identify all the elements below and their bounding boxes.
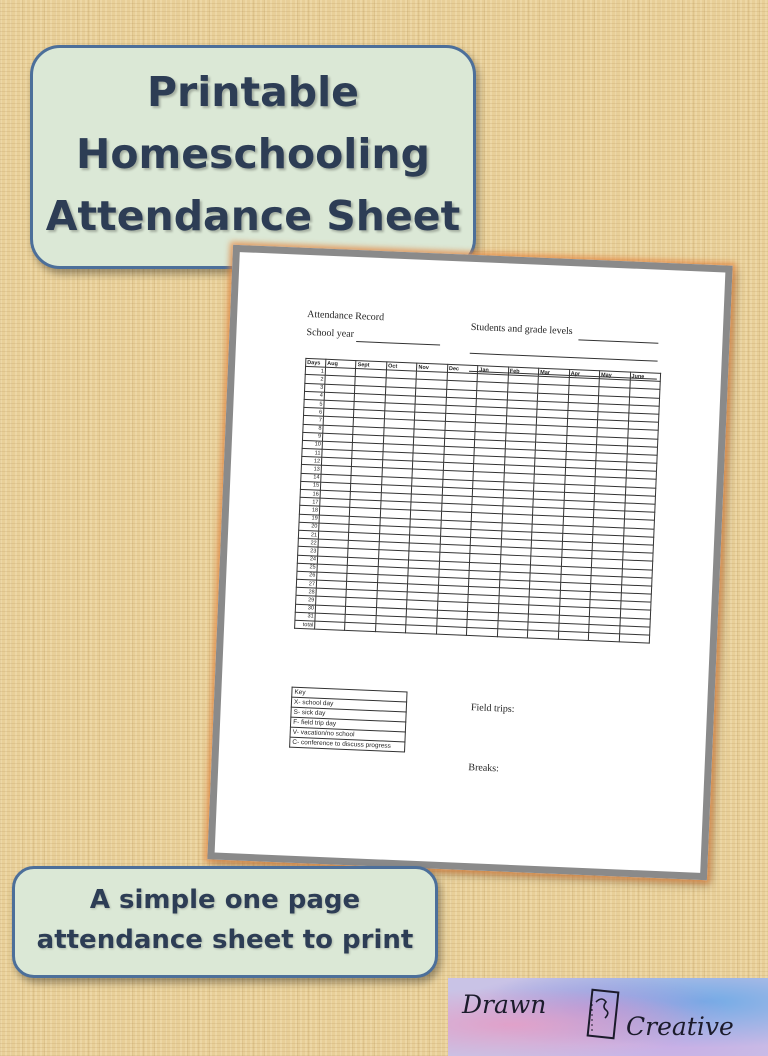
attendance-cell [619,634,650,643]
day-label: 4 [304,391,324,400]
table-body [295,367,661,644]
day-label: 3 [305,383,325,392]
month-header: Jan [478,366,509,375]
key-item: C- conference to discuss progress [290,737,405,752]
sketchbook-icon [586,988,620,1040]
logo-word-drawn: Drawn [462,990,547,1019]
day-label: 17 [300,498,320,507]
month-header: Nov [417,363,448,372]
key-item: F- field trip day [290,717,405,732]
students-label: Students and grade levels [470,321,573,338]
subtitle [37,880,414,960]
school-year-label: School year [306,326,355,340]
day-label: 19 [299,514,319,523]
day-label: 11 [302,448,322,457]
students-line-1 [578,339,658,343]
attendance-cell [528,630,559,639]
day-label: 16 [300,489,320,498]
day-label: 18 [299,506,319,515]
subtitle-banner [12,866,438,978]
day-label: 6 [304,408,324,417]
day-label: 2 [305,375,325,384]
sheet-paper [207,245,732,880]
month-header: Dec [447,364,478,373]
day-label: 5 [304,399,324,408]
day-label: 1 [305,367,325,376]
day-label: 28 [296,587,316,596]
attendance-cell [436,626,467,635]
month-header: Sept [356,361,387,370]
month-header: Oct [386,362,417,371]
attendance-cell [315,621,346,630]
drawn-creative-logo [448,978,768,1056]
month-header: Aug [326,359,357,368]
day-label: 29 [296,596,316,605]
day-label: 30 [295,604,315,613]
key-item: V- vacation/no school [290,727,405,742]
day-label: 15 [300,481,320,490]
attendance-cell [467,627,498,636]
day-label: 31 [295,612,315,621]
month-header: May [599,371,630,380]
days-header: Days [306,358,326,367]
attendance-cell [497,629,528,638]
field-trips-label: Field trips: [470,702,515,715]
month-header: Apr [569,369,600,378]
month-header: Mar [539,368,570,377]
day-label: 7 [303,416,323,425]
school-year-line [356,341,440,346]
subtitle-line-1: A simple one page [89,885,361,915]
day-label: 26 [297,571,317,580]
page-title [46,61,460,247]
attendance-cell [345,622,376,631]
day-label: total [295,620,315,629]
month-header: June [630,372,661,381]
title-line-1: Printable [146,68,359,116]
day-label: 13 [301,465,321,474]
day-label: 27 [296,579,316,588]
day-label: 10 [302,440,322,449]
day-label: 24 [297,555,317,564]
key-item: S- sick day [291,707,406,722]
title-banner [30,45,476,269]
attendance-cell [375,624,406,633]
month-header: Feb [508,367,539,376]
day-label: 8 [303,424,323,433]
day-label: 14 [301,473,321,482]
key-table [289,687,407,753]
title-line-2: Homeschooling [76,130,430,178]
day-label: 12 [301,457,321,466]
breaks-label: Breaks: [468,762,500,775]
day-label: 21 [298,530,318,539]
attendance-sheet-preview [207,245,732,880]
title-line-3: Attendance Sheet [45,192,461,240]
key-item: X- school day [291,697,406,712]
day-label: 23 [298,547,318,556]
day-label: 9 [302,432,322,441]
attendance-cell [406,625,437,634]
attendance-table [294,358,661,644]
logo-word-creative: Creative [626,1012,734,1041]
day-label: 25 [297,563,317,572]
students-line-2 [470,353,658,362]
subtitle-line-2: attendance sheet to print [36,925,414,955]
attendance-record-heading: Attendance Record [307,308,385,324]
key-title: Key [292,687,407,702]
key-body [290,687,407,752]
attendance-cell [588,633,619,642]
day-label: 22 [298,538,318,547]
attendance-cell [558,631,589,640]
day-label: 20 [299,522,319,531]
